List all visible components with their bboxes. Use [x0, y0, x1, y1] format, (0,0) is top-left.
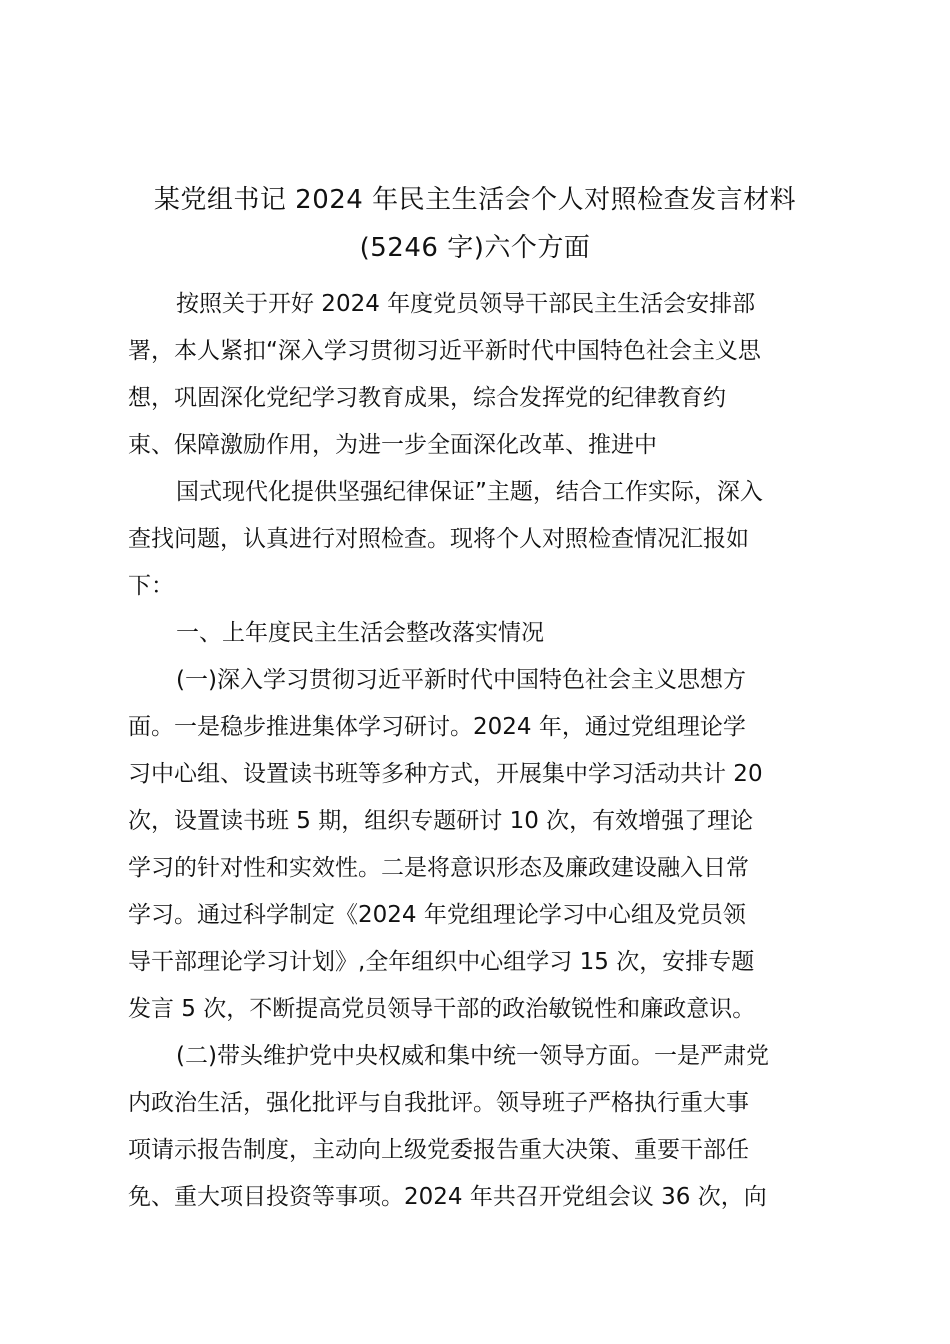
paragraph-line: 次，设置读书班 5 期，组织专题研讨 10 次，有效增强了理论 [128, 808, 754, 834]
paragraph-line: 束、保障激励作用，为进一步全面深化改革、推进中 [128, 432, 657, 458]
paragraph-line: 面。一是稳步推进集体学习研讨。2024 年，通过党组理论学 [128, 714, 746, 740]
paragraph-line: 学习的针对性和实效性。二是将意识形态及廉政建设融入日常 [128, 855, 749, 881]
paragraph-line: 导干部理论学习计划》,全年组织中心组学习 15 次，安排专题 [128, 949, 755, 975]
paragraph-line: 按照关于开好 2024 年度党员领导干部民主生活会安排部 [176, 291, 756, 317]
title-line-2: (5246 字)六个方面 [359, 233, 591, 263]
paragraph-line: 学习。通过科学制定《2024 年党组理论学习中心组及党员领 [128, 902, 746, 928]
document-title [100, 176, 850, 272]
paragraph-line: 国式现代化提供坚强纪律保证”主题，结合工作实际，深入 [176, 479, 763, 505]
title-line-1: 某党组书记 2024 年民主生活会个人对照检查发言材料 [153, 185, 797, 215]
section-heading: 一、上年度民主生活会整改落实情况 [176, 620, 544, 646]
paragraph-line: 发言 5 次，不断提高党员领导干部的政治敏锐性和廉政意识。 [128, 996, 756, 1022]
paragraph-line: 署，本人紧扣“深入学习贯彻习近平新时代中国特色社会主义思 [128, 338, 761, 364]
paragraph-line: (一)深入学习贯彻习近平新时代中国特色社会主义思想方 [176, 667, 746, 693]
paragraph-line: 查找问题，认真进行对照检查。现将个人对照检查情况汇报如 [128, 526, 749, 552]
paragraph-line: 下： [128, 573, 174, 599]
paragraph-line: 内政治生活，强化批评与自我批评。领导班子严格执行重大事 [128, 1090, 749, 1116]
paragraph-line: 项请示报告制度，主动向上级党委报告重大决策、重要干部任 [128, 1137, 749, 1163]
paragraph-line: (二)带头维护党中央权威和集中统一领导方面。一是严肃党 [176, 1043, 769, 1069]
paragraph-line: 习中心组、设置读书班等多种方式，开展集中学习活动共计 20 [128, 761, 763, 787]
paragraph-line: 想，巩固深化党纪学习教育成果，综合发挥党的纪律教育约 [128, 385, 726, 411]
paragraph-line: 免、重大项目投资等事项。2024 年共召开党组会议 36 次，向 [128, 1184, 767, 1210]
document-body [128, 281, 838, 1221]
